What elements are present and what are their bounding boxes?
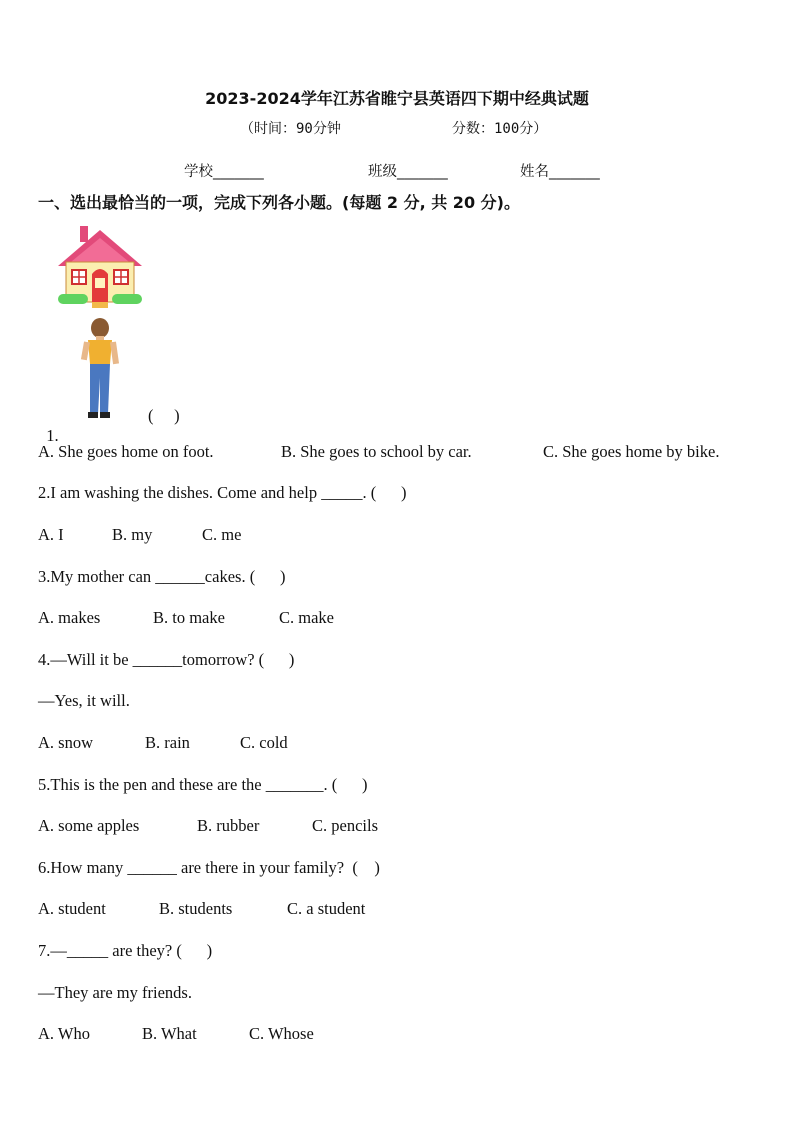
house-illustration (54, 222, 146, 314)
question-1-blank: ( ) (148, 406, 180, 425)
question-7: 7.—_____ are they? ( ) (38, 941, 213, 960)
name-field: 姓名_______ (520, 164, 600, 180)
option-2c: C. me (202, 525, 242, 544)
option-7a: A. Who (38, 1024, 90, 1043)
school-field: 学校_______ (184, 164, 264, 180)
option-7b: B. What (142, 1024, 197, 1043)
option-1b: B. She goes to school by car. (281, 442, 472, 461)
option-4c: C. cold (240, 733, 288, 752)
option-5c: C. pencils (312, 816, 378, 835)
question-2: 2.I am washing the dishes. Come and help _____. ( ) (38, 483, 407, 502)
option-7c: C. Whose (249, 1024, 314, 1043)
option-6b: B. students (159, 899, 233, 918)
question-6: 6.How many ______ are there in your family? ( ) (38, 858, 380, 877)
question-1 (38, 406, 59, 446)
option-4b: B. rain (145, 733, 190, 752)
option-6c: C. a student (287, 899, 366, 918)
option-4a: A. snow (38, 733, 94, 752)
question-4: 4.—Will it be ______tomorrow? ( ) (38, 650, 295, 669)
option-5a: A. some apples (38, 816, 140, 835)
option-1c: C. She goes home by bike. (543, 442, 720, 461)
exam-title: 2023-2024学年江苏省睢宁县英语四下期中经典试题 (205, 89, 589, 108)
option-6a: A. student (38, 899, 106, 918)
question-3: 3.My mother can ______cakes. ( ) (38, 567, 286, 586)
question-5: 5.This is the pen and these are the _______. ( ) (38, 775, 368, 794)
option-5b: B. rubber (197, 816, 260, 835)
question-4-reply: —Yes, it will. (38, 691, 130, 710)
option-1a: A. She goes home on foot. (38, 442, 214, 461)
exam-score: 分数：100分） (452, 121, 548, 137)
exam-time: （时间：90分钟 (240, 121, 341, 137)
question-1-stem: 1. (46, 426, 59, 445)
section-heading: 一、选出最恰当的一项，完成下列各小题。(每题 2 分, 共 20 分)。 (38, 193, 520, 212)
class-field: 班级_______ (368, 164, 448, 180)
option-2b: B. my (112, 525, 153, 544)
option-3b: B. to make (153, 608, 225, 627)
option-3c: C. make (279, 608, 334, 627)
walking-girl-illustration (80, 318, 120, 422)
option-2a: A. I (38, 525, 64, 544)
question-7-reply: —They are my friends. (38, 983, 192, 1002)
option-3a: A. makes (38, 608, 101, 627)
